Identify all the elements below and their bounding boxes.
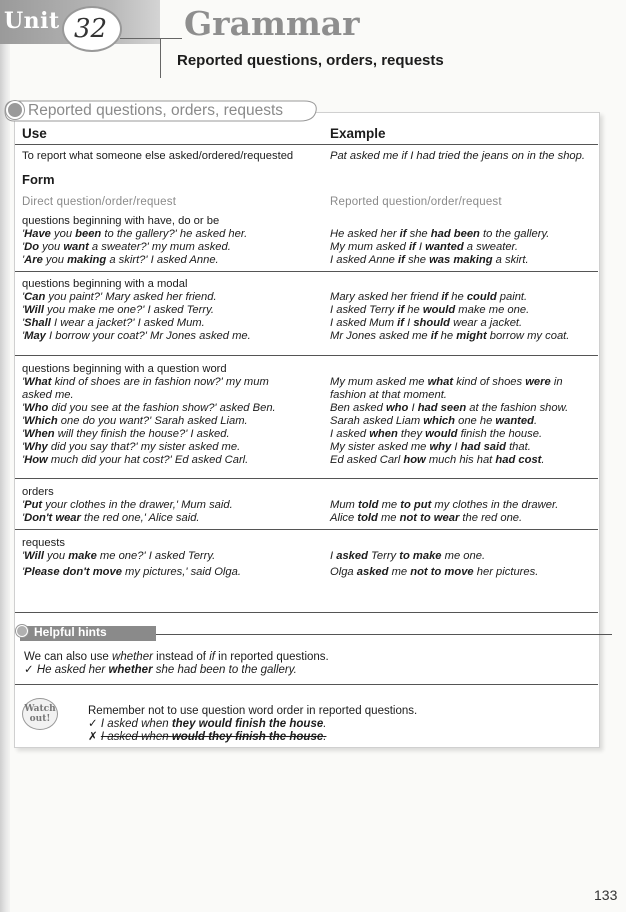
reported-subheader: Reported question/order/request [330, 196, 502, 208]
reported-line: I asked Anne if she was making a skirt. [330, 254, 529, 266]
page-title: Grammar [184, 4, 360, 43]
group-divider [15, 529, 598, 530]
direct-line: 'Can you paint?' Mary asked her friend. [22, 291, 217, 303]
use-description: To report what someone else asked/ordered/requested [22, 150, 294, 162]
column-header-example: Example [330, 126, 386, 141]
direct-line: 'Are you making a skirt?' I asked Anne. [22, 254, 219, 266]
reported-line: He asked her if she had been to the gallery. [330, 228, 550, 240]
column-header-use: Use [22, 126, 47, 141]
form-label: Form [22, 172, 55, 187]
section-tab [4, 100, 320, 122]
hints-label: Helpful hints [34, 625, 107, 639]
direct-line: 'Have you been to the gallery?' he asked her. [22, 228, 248, 240]
hint-example: ✓ He asked her whether she had been to the gallery. [24, 664, 297, 676]
direct-subheader: Direct question/order/request [22, 196, 177, 208]
direct-line: 'Will you make me one?' I asked Terry. [22, 304, 214, 316]
reported-line: I asked when they would finish the house. [330, 428, 543, 440]
reported-line: My mum asked if I wanted a sweater. [330, 241, 518, 253]
group-heading: questions beginning with a modal [22, 278, 188, 290]
reported-line: Ben asked who I had seen at the fashion show. [330, 402, 569, 414]
hint-line: We can also use whether instead of if in reported questions. [24, 651, 329, 663]
direct-line: asked me. [22, 389, 74, 401]
reported-line: Mum told me to put my clothes in the drawer. [330, 499, 559, 511]
hints-rule [156, 634, 612, 635]
group-divider [15, 355, 598, 356]
direct-line: 'How much did your hat cost?' Ed asked Carl. [22, 454, 249, 466]
watch-out-rule: Remember not to use question word order in reported questions. [88, 705, 418, 717]
header-rule [120, 38, 182, 39]
direct-line: 'Which one do you want?' Sarah asked Liam. [22, 415, 248, 427]
group-heading: requests [22, 537, 65, 549]
watch-out-icon [22, 698, 58, 730]
reported-line: Mr Jones asked me if he might borrow my coat. [330, 330, 570, 342]
use-example: Pat asked me if I had tried the jeans on in the shop. [330, 150, 585, 162]
direct-line: 'Will you make me one?' I asked Terry. [22, 550, 216, 562]
group-heading: questions beginning with a question word [22, 363, 227, 375]
direct-line: 'When will they finish the house?' I asked. [22, 428, 230, 440]
direct-line: 'Please don't move my pictures,' said Olga. [22, 566, 241, 578]
reported-line: Mary asked her friend if he could paint. [330, 291, 528, 303]
direct-line: 'What kind of shoes are in fashion now?' my mum [22, 376, 269, 388]
group-heading: questions beginning with have, do or be [22, 215, 220, 227]
reported-line: I asked Mum if I should wear a jacket. [330, 317, 523, 329]
group-divider [15, 271, 598, 272]
reported-line: Olga asked me not to move her pictures. [330, 566, 539, 578]
reported-line: Sarah asked Liam which one he wanted. [330, 415, 538, 427]
direct-line: 'Put your clothes in the drawer,' Mum said. [22, 499, 233, 511]
section-tab-label: Reported questions, orders, requests [28, 102, 284, 119]
direct-line: 'Who did you see at the fashion show?' asked Ben. [22, 402, 276, 414]
hints-bottom-rule [15, 684, 598, 685]
watch-out-correct: ✓ I asked when they would finish the house. [88, 718, 327, 730]
header-divider [160, 38, 161, 78]
unit-number: 32 [74, 14, 108, 44]
page-subtitle: Reported questions, orders, requests [177, 52, 444, 69]
hints-bullet-icon [16, 625, 28, 637]
header-divider-line [15, 144, 598, 145]
direct-line: 'Why did you say that?' my sister asked me. [22, 441, 241, 453]
reported-line: I asked Terry if he would make me one. [330, 304, 530, 316]
watch-out-word: out! [29, 714, 51, 724]
direct-line: 'Shall I wear a jacket?' I asked Mum. [22, 317, 205, 329]
page-number: 133 [594, 887, 618, 903]
helpful-hints-bar [14, 624, 598, 644]
section-bullet-icon [6, 101, 24, 119]
table-bottom-line [15, 612, 598, 613]
direct-line: 'Don't wear the red one,' Alice said. [22, 512, 200, 524]
reported-line: Alice told me not to wear the red one. [330, 512, 523, 524]
reported-line: fashion at that moment. [330, 389, 447, 401]
reported-line: My mum asked me what kind of shoes were in [330, 376, 563, 388]
direct-line: 'May I borrow your coat?' Mr Jones asked me. [22, 330, 251, 342]
group-heading: orders [22, 486, 54, 498]
reported-line: Ed asked Carl how much his hat had cost. [330, 454, 545, 466]
reported-line: I asked Terry to make me one. [330, 550, 486, 562]
reported-line: My sister asked me why I had said that. [330, 441, 531, 453]
watch-out-word: Watch [24, 704, 56, 714]
watch-out-wrong: ✗ I asked when would they finish the house. [88, 731, 327, 743]
unit-label: Unit [4, 8, 60, 34]
group-divider [15, 478, 598, 479]
direct-line: 'Do you want a sweater?' my mum asked. [22, 241, 231, 253]
book-spine-shadow [0, 0, 10, 912]
